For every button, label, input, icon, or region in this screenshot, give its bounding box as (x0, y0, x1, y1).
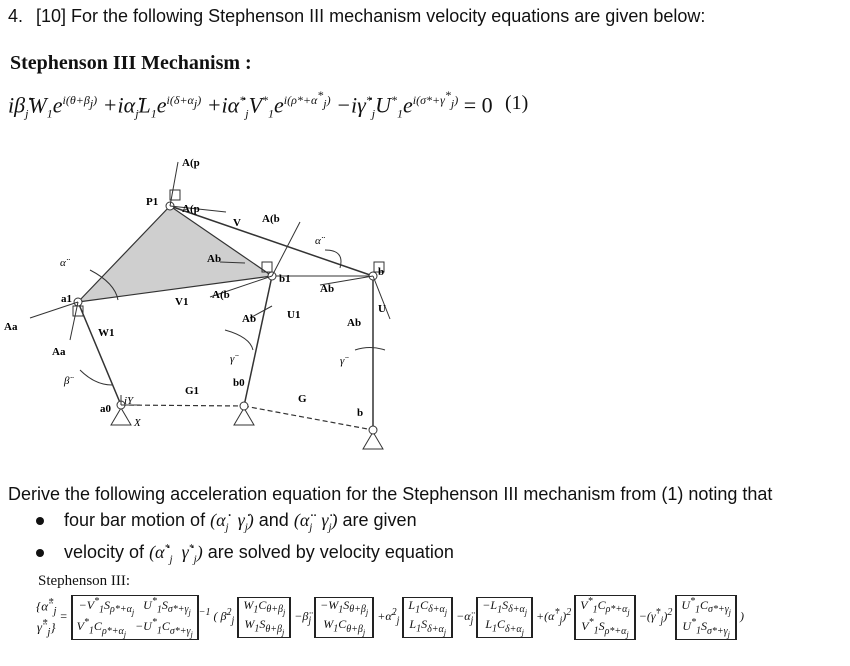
question-text: [10] For the following Stephenson III mechanism velocity equations are given below: (36, 6, 706, 26)
label-a0: a0 (100, 403, 111, 415)
stephenson-label: Stephenson III: (38, 573, 131, 589)
question-number: 4. (8, 6, 24, 26)
acceleration-equation: {$\alphä^*_j$ $\gammä^*_j\} = -V^*_1S_{\rho*+\alpha_j}$ $U^*_1S_{\sigma*+\gamma_j}$ $V^*_1C_{\rho*+\alpha_j} -U^*_1C_{\sigma*+\gamma_j}^{-1}$ ( β̇$^2_j$ $W_1C_{\theta+\beta_j}$ $W_1S_{\theta+\beta_j}$ $-\betä_j -W_1S_{\theta+\beta_j}$ $W_1C_{\theta+\beta_j}$ +α̇$^2_j$ $L_1C_{\delta+\alpha_j}$ $L_1S_{\delta+\alpha_j}$ $-\alphä_j -L_1S_{\delta+\alpha_j}$ $L_1C_{\delta+\alpha_j}$ $+(\alphȧ^*_j)^2$ $V^*_1C_{\rho*+\alpha_j}$ $V^*_1S_{\rho*+\alpha_j}$ $-(\gammȧ^*_j)^2$ $U^*_1C_{\sigma*+\gamma_j}$ $U^*_1S_{\sigma*+\gamma_j}$ ) (36, 596, 744, 639)
label-ab-star-t: Ab (320, 283, 335, 295)
label-u-star: U (378, 303, 386, 315)
label-aa-n: Aa (52, 346, 66, 358)
label-alpha: α̈ (60, 257, 66, 269)
label-a-pb-s: A(p (182, 157, 200, 169)
ground-g-star (244, 406, 373, 430)
label-a-ba-s: A(b (262, 213, 280, 225)
label-alpha-star: α̈ (315, 235, 321, 247)
label-gamma: γ̈ (230, 353, 235, 365)
ground-b0 (234, 408, 254, 425)
label-b0: b0 (233, 377, 245, 389)
label-p1: P1 (146, 196, 159, 208)
label-g-star: G (298, 393, 307, 405)
bullet-four-bar: four bar motion of ($\alphȧ_j$ $\gammȧ_j$) and ($\alphä_j$ $\gammä_j$) are given (36, 510, 417, 534)
label-u1: U1 (287, 309, 301, 321)
equation-number: (1) (505, 92, 529, 114)
mechanism-title: Stephenson III Mechanism : (10, 52, 252, 74)
label-gamma-star: γ̈ (340, 355, 345, 367)
mechanism-diagram (0, 150, 850, 450)
label-b-star: b (378, 266, 385, 278)
label-ab-star-n: Ab (347, 317, 362, 329)
velocity-equation: $i\betȧ_jW_1e^{i(\theta+\beta_j)}$ $+i\alphȧ_jL_1e^{i(\delta+\alpha_j)}$ $+i\alphȧ^*_jV^*_1e^{i(\rho*+\alpha^*_j)}$ $-i\gammȧ^*_jU^*_1e^{i(\sigma*+\gamma^*_j)} = 0$ (8, 88, 493, 121)
label-w1: W1 (98, 327, 115, 339)
derive-instructions: Derive the following acceleration equation for the Stephenson III mechanism from (1) noting that (8, 484, 773, 504)
label-a-pb-n: A(p (182, 203, 200, 215)
label-b1: b1 (279, 273, 291, 285)
label-ab-n: Ab (242, 313, 257, 325)
joint-b0-star (369, 426, 377, 434)
label-g1: G1 (185, 385, 200, 397)
bullet-velocity: velocity of ($\alphȧ^*_j$ $\gammȧ^*_j$) are solved by velocity equation (36, 542, 454, 566)
label-iy: iY (124, 395, 134, 407)
label-v1: V1 (175, 296, 189, 308)
coupler-link (78, 206, 272, 302)
label-b0-star: b (357, 407, 364, 419)
label-v-star: V (233, 217, 241, 229)
ground-b0-star (363, 432, 383, 449)
label-a1: a1 (61, 293, 72, 305)
label-beta: β̈ (64, 375, 70, 387)
label-ab-t: Ab (207, 253, 222, 265)
joint-b0 (240, 402, 248, 410)
link-w1 (78, 302, 121, 405)
label-aa-t: Aa (4, 321, 18, 333)
ground-a0 (111, 408, 131, 425)
label-a-ba-n: A(b (212, 289, 230, 301)
label-x: X (134, 417, 141, 429)
